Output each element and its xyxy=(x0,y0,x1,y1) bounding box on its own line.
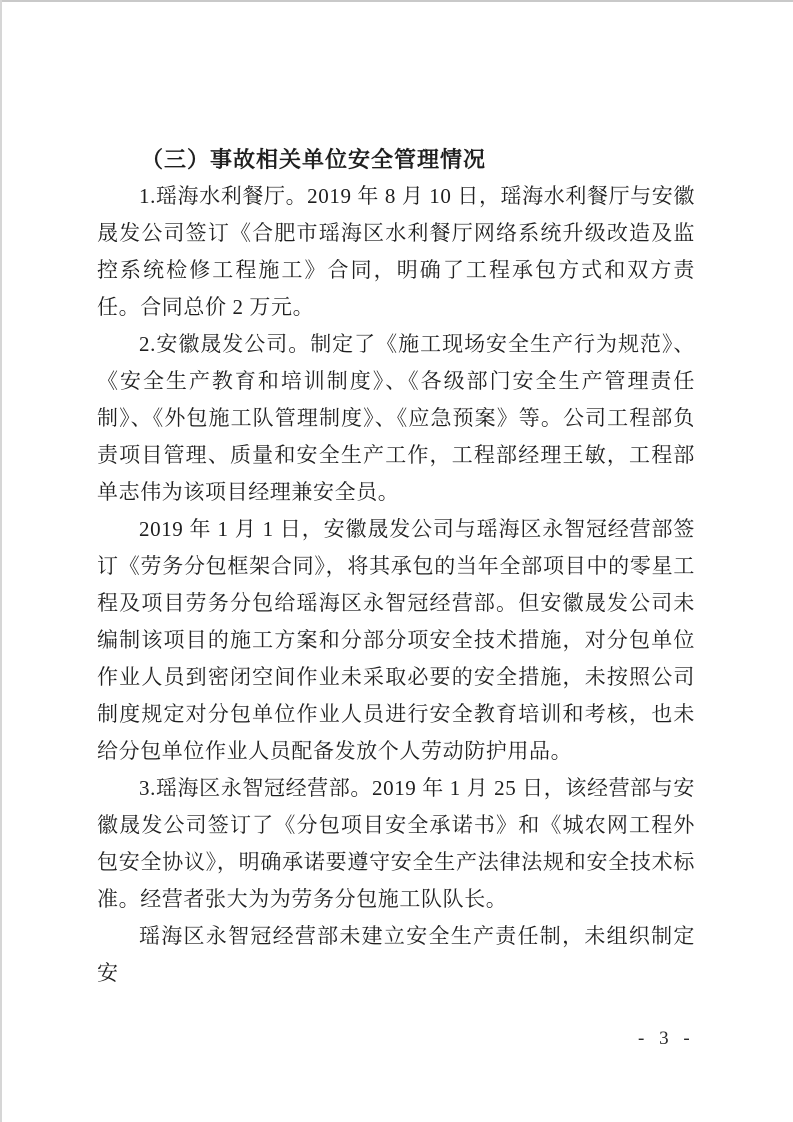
section-heading: （三）事故相关单位安全管理情况 xyxy=(141,147,487,172)
page-number: - 3 - xyxy=(638,1028,695,1049)
body-paragraph: 3.瑶海区永智冠经营部。2019 年 1 月 25 日，该经营部与安徽晟发公司签订了《分包项目安全承诺书》和《城农网工程外包安全协议》，明确承诺要遵守安全生产法律法规和安全技术标准。经营者张大为为劳务分包施工队队长。 xyxy=(97,776,695,911)
body-paragraph: 2.安徽晟发公司。制定了《施工现场安全生产行为规范》、《安全生产教育和培训制度》、《各级部门安全生产管理责任制》、《外包施工队管理制度》、《应急预案》等。公司工程部负责项目管理、质量和安全生产工作，工程部经理王敏，工程部单志伟为该项目经理兼安全员。 xyxy=(97,332,695,504)
scan-edge-top xyxy=(0,0,793,2)
body-paragraph: 2019 年 1 月 1 日，安徽晟发公司与瑶海区永智冠经营部签订《劳务分包框架合同》，将其承包的当年全部项目中的零星工程及项目劳务分包给瑶海区永智冠经营部。但安徽晟发公司未编制该项目的施工方案和分部分项安全技术措施，对分包单位作业人员到密闭空间作业未采取必要的安全措施，未按照公司制度规定对分包单位作业人员进行安全教育培训和考核，也未给分包单位作业人员配备发放个人劳动防护用品。 xyxy=(97,517,695,763)
body-paragraph: 1.瑶海水利餐厅。2019 年 8 月 10 日，瑶海水利餐厅与安徽晟发公司签订《合肥市瑶海区水利餐厅网络系统升级改造及监控系统检修工程施工》合同，明确了工程承包方式和双方责任。合同总价 2 万元。 xyxy=(97,184,695,319)
body-paragraph: 瑶海区永智冠经营部未建立安全生产责任制，未组织制定安 xyxy=(97,924,695,985)
document-body xyxy=(97,141,695,992)
scan-edge-left xyxy=(0,0,2,1122)
